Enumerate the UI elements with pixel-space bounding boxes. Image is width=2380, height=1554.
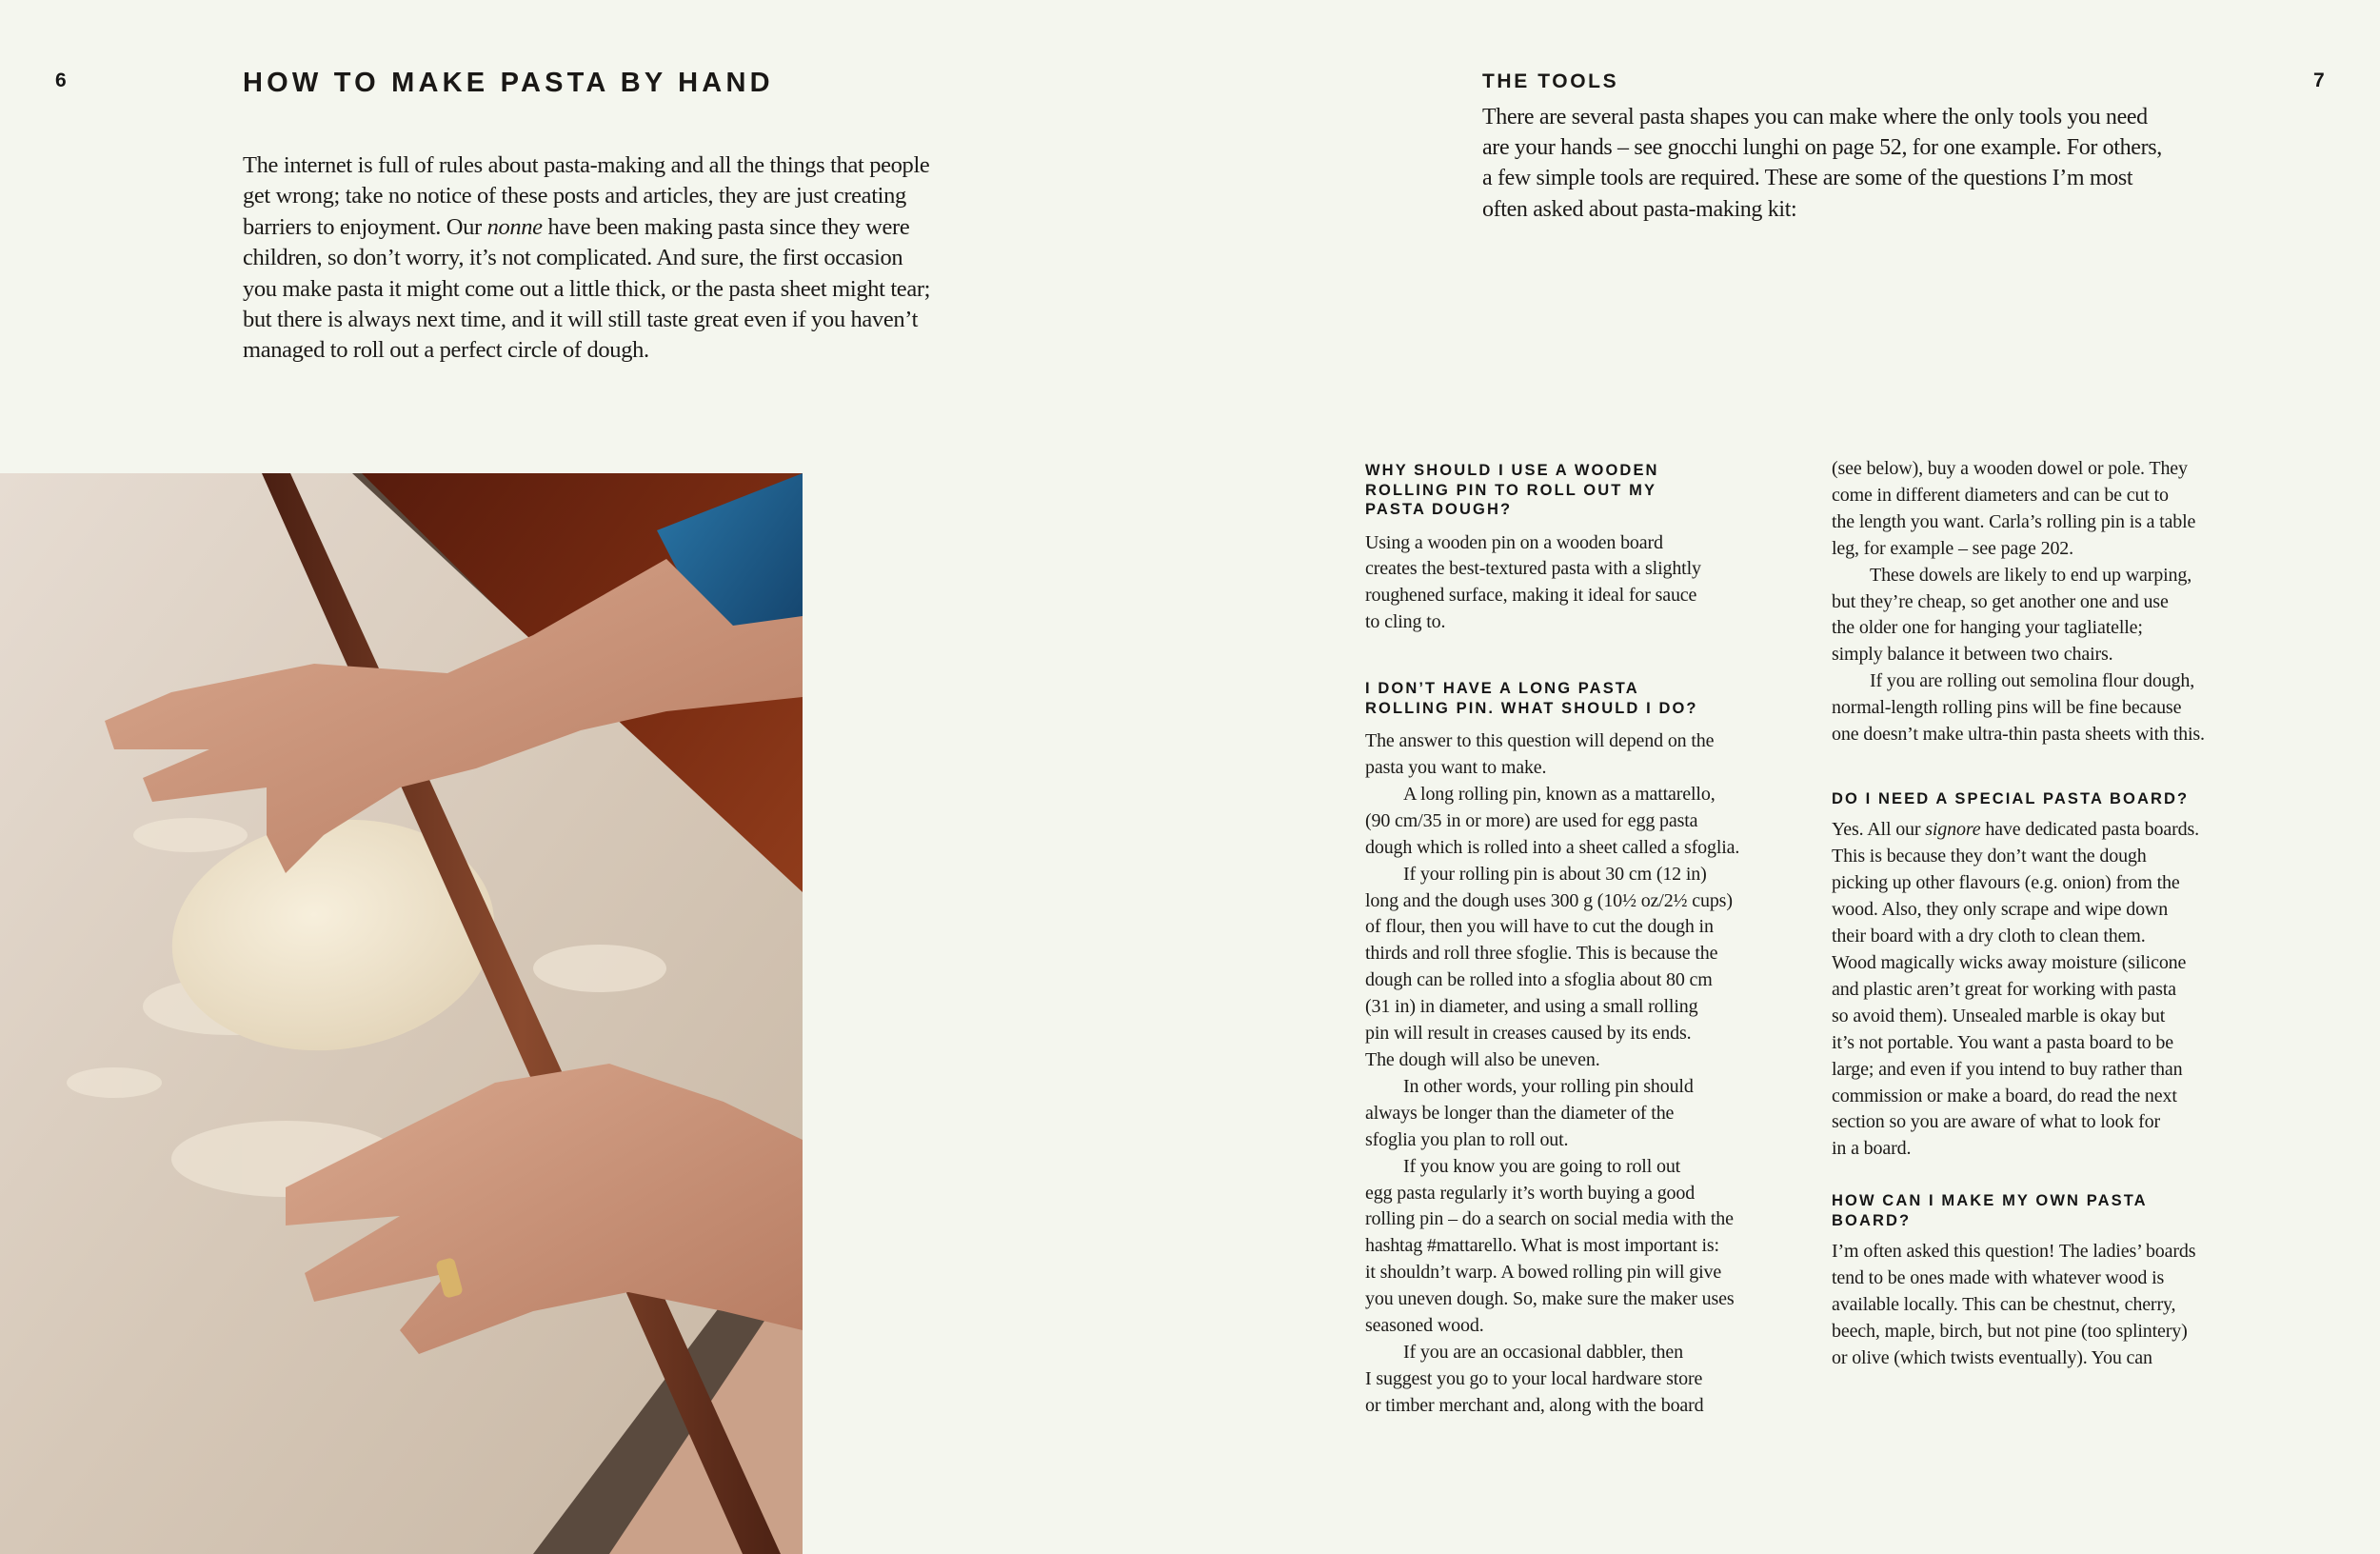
intro-line: have been making pasta since they were — [542, 213, 910, 240]
answer-line: tend to be ones made with whatever wood is — [1832, 1267, 2165, 1289]
intro-italic-term: nonne — [486, 213, 543, 240]
answer-line: seasoned wood. — [1365, 1315, 1484, 1337]
intro-line: managed to roll out a perfect circle of dough. — [243, 337, 649, 364]
tools-intro-line: a few simple tools are required. These are some of the questions I’m most — [1482, 166, 2133, 191]
intro-line: get wrong; take no notice of these posts and articles, they are just creating — [243, 183, 906, 209]
answer-line: (31 in) in diameter, and using a small rolling — [1365, 996, 1698, 1018]
answer-line: thirds and roll three sfoglie. This is because the — [1365, 943, 1718, 965]
answer-line: their board with a dry cloth to clean them. — [1832, 926, 2146, 947]
faq-answer — [1832, 1239, 2279, 1372]
page-number-right: 7 — [2313, 70, 2325, 91]
answer-line: of flour, then you will have to cut the dough in — [1365, 916, 1714, 938]
faq-item-own-board — [1832, 1191, 2279, 1372]
page-title: HOW TO MAKE PASTA BY HAND — [243, 68, 774, 98]
question-line: DO I NEED A SPECIAL PASTA BOARD? — [1832, 789, 2190, 807]
pasta-rolling-photo — [0, 473, 803, 1554]
answer-line: one doesn’t make ultra-thin pasta sheets with this. — [1832, 724, 2205, 746]
tools-intro-line: are your hands – see gnocchi lunghi on page 52, for one example. For others, — [1482, 135, 2162, 161]
answer-line: commission or make a board, do read the next — [1832, 1085, 2177, 1106]
italic-term: signore — [1925, 819, 1981, 841]
answer-line: it’s not portable. You want a pasta board to be — [1832, 1031, 2174, 1053]
answer-line: If you are rolling out semolina flour dough, — [1870, 670, 2195, 692]
answer-line: in a board. — [1832, 1138, 1912, 1160]
question-line: WHY SHOULD I USE A WOODEN — [1365, 462, 1659, 479]
answer-line: These dowels are likely to end up warping, — [1870, 564, 2192, 586]
faq-question — [1832, 789, 2279, 809]
answer-line: picking up other flavours (e.g. onion) from the — [1832, 872, 2180, 894]
answer-line: If your rolling pin is about 30 cm (12 in) — [1403, 863, 1707, 885]
faq-answer — [1365, 530, 1813, 637]
question-line: I DON’T HAVE A LONG PASTA — [1365, 680, 1639, 698]
question-line: ROLLING PIN. WHAT SHOULD I DO? — [1365, 699, 1698, 717]
tools-intro-line: often asked about pasta-making kit: — [1482, 196, 1797, 222]
answer-line: The dough will also be uneven. — [1365, 1049, 1600, 1070]
answer-line: sfoglia you plan to roll out. — [1365, 1128, 1569, 1150]
answer-line: If you know you are going to roll out — [1403, 1155, 1681, 1177]
answer-line: In other words, your rolling pin should — [1403, 1075, 1694, 1097]
answer-line: the length you want. Carla’s rolling pin is a table — [1832, 510, 2196, 532]
answer-line: come in different diameters and can be cut to — [1832, 484, 2169, 506]
faq-item-pasta-board — [1832, 789, 2279, 1163]
faq-column-1 — [1365, 461, 1813, 1420]
answer-line: available locally. This can be chestnut, cherry, — [1832, 1294, 2176, 1316]
answer-line: or olive (which twists eventually). You can — [1832, 1346, 2152, 1368]
answer-line: the older one for hanging your tagliatelle; — [1832, 617, 2143, 639]
photo-illustration — [0, 473, 803, 1554]
intro-line: barriers to enjoyment. Our — [243, 213, 487, 240]
answer-line: dough can be rolled into a sfoglia about 80 cm — [1365, 969, 1713, 991]
answer-line: rolling pin – do a search on social media with the — [1365, 1208, 1734, 1230]
faq-question — [1832, 1191, 2279, 1230]
answer-line — [1832, 817, 2279, 844]
answer-line: so avoid them). Unsealed marble is okay but — [1832, 1005, 2166, 1026]
tools-intro-paragraph — [1482, 102, 2263, 225]
answer-line: large; and even if you intend to buy rather than — [1832, 1058, 2183, 1080]
answer-line: If you are an occasional dabbler, then — [1403, 1341, 1683, 1363]
answer-line: egg pasta regularly it’s worth buying a good — [1365, 1182, 1696, 1204]
intro-line: The internet is full of rules about pasta-making and all the things that people — [243, 152, 930, 178]
answer-line: normal-length rolling pins will be fine because — [1832, 697, 2182, 719]
answer-line: you uneven dough. So, make sure the maker uses — [1365, 1288, 1735, 1310]
answer-line: Using a wooden pin on a wooden board — [1365, 531, 1663, 553]
question-line: ROLLING PIN TO ROLL OUT MY — [1365, 481, 1657, 499]
faq-item-long-pin — [1365, 679, 1813, 1420]
answer-line: simply balance it between two chairs. — [1832, 644, 2113, 666]
answer-line: (90 cm/35 in or more) are used for egg pasta — [1365, 809, 1698, 831]
answer-line: or timber merchant and, along with the board — [1365, 1394, 1704, 1416]
answer-line: creates the best-textured pasta with a slightly — [1365, 558, 1701, 580]
answer-line: pin will result in creases caused by its ends. — [1365, 1023, 1692, 1045]
faq-answer — [1832, 817, 2279, 1163]
answer-line: and plastic aren’t great for working with pasta — [1832, 978, 2176, 1000]
intro-paragraph — [243, 150, 1023, 367]
faq-question — [1365, 679, 1813, 718]
answer-line: beech, maple, birch, but not pine (too splintery) — [1832, 1320, 2188, 1342]
answer-line: hashtag #mattarello. What is most important is: — [1365, 1235, 1719, 1257]
answer-line: A long rolling pin, known as a mattarello, — [1403, 783, 1716, 805]
question-line: PASTA DOUGH? — [1365, 501, 1513, 518]
tools-intro-line: There are several pasta shapes you can make where the only tools you need — [1482, 105, 2148, 130]
answer-line: to cling to. — [1365, 611, 1446, 633]
answer-line: pasta you want to make. — [1365, 757, 1547, 779]
answer-line: I’m often asked this question! The ladies’ boards — [1832, 1241, 2196, 1263]
answer-line: section so you are aware of what to look for — [1832, 1111, 2160, 1133]
answer-line: long and the dough uses 300 g (10½ oz/2½ cups) — [1365, 889, 1733, 911]
faq-answer-continued — [1832, 456, 2279, 748]
faq-answer — [1365, 728, 1813, 1420]
faq-question — [1365, 461, 1813, 520]
faq-column-2 — [1832, 456, 2279, 1372]
answer-line: dough which is rolled into a sheet called a sfoglia. — [1365, 836, 1740, 858]
answer-line: leg, for example – see page 202. — [1832, 537, 2073, 559]
answer-line: (see below), buy a wooden dowel or pole. They — [1832, 458, 2188, 479]
faq-item-wooden-pin — [1365, 461, 1813, 636]
intro-line: children, so don’t worry, it’s not complicated. And sure, the first occasion — [243, 245, 903, 271]
answer-line: The answer to this question will depend on the — [1365, 730, 1715, 752]
page-number-left: 6 — [55, 70, 67, 91]
answer-line: I suggest you go to your local hardware store — [1365, 1367, 1703, 1389]
intro-line: but there is always next time, and it will still taste great even if you haven’t — [243, 307, 919, 333]
answer-line: wood. Also, they only scrape and wipe down — [1832, 899, 2169, 921]
section-title: THE TOOLS — [1482, 70, 1619, 92]
answer-line: This is because they don’t want the dough — [1832, 846, 2147, 867]
answer-text: Yes. All our — [1832, 819, 1926, 841]
answer-line: it shouldn’t warp. A bowed rolling pin will give — [1365, 1262, 1722, 1284]
question-line: HOW CAN I MAKE MY OWN PASTA — [1832, 1192, 2148, 1210]
answer-line: but they’re cheap, so get another one and use — [1832, 590, 2169, 612]
answer-line: roughened surface, making it ideal for sauce — [1365, 585, 1697, 607]
answer-line: always be longer than the diameter of the — [1365, 1102, 1675, 1124]
answer-line: Wood magically wicks away moisture (silicone — [1832, 952, 2187, 973]
intro-line: you make pasta it might come out a little thick, or the pasta sheet might tear; — [243, 275, 931, 302]
answer-text: have dedicated pasta boards. — [1980, 819, 2199, 841]
question-line: BOARD? — [1832, 1211, 1912, 1229]
